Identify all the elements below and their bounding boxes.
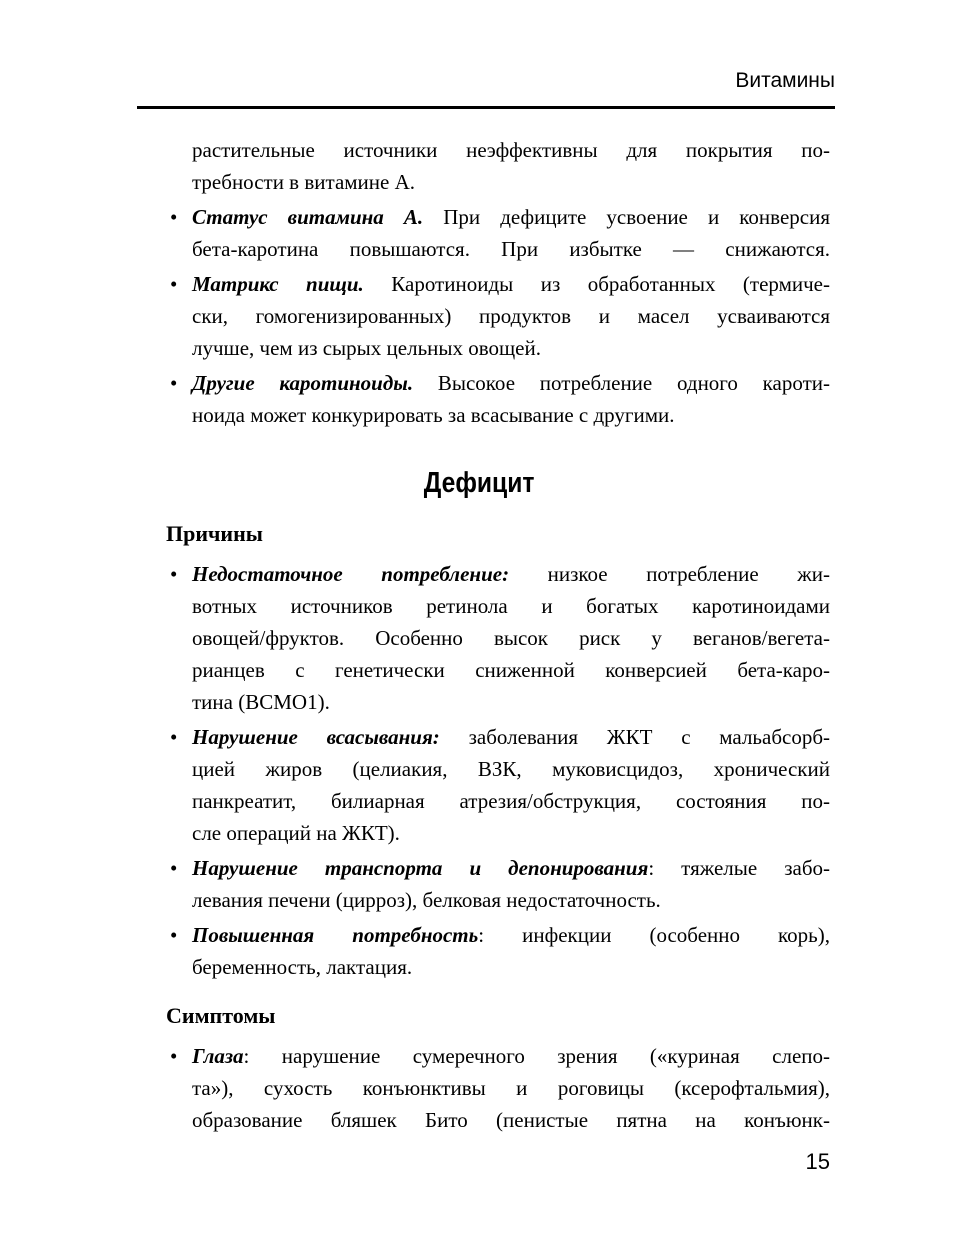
text-line: сле операций на ЖКТ).	[192, 821, 400, 845]
text-line: овощей/фруктов. Особенно высок риск у веганов/вегета-	[192, 626, 830, 650]
text-line: Матрикс пищи. Каротиноиды из обработанных (термиче-	[192, 272, 830, 296]
bullet-item	[166, 1040, 830, 1136]
bullet-lead: Другие каротиноиды.	[192, 371, 414, 395]
bullet-item	[166, 558, 830, 718]
text-line: лучше, чем из сырых цельных овощей.	[192, 336, 541, 360]
bullet-lead: Нарушение транспорта и депонирования	[192, 856, 649, 880]
running-header-title: Витамины	[735, 69, 835, 92]
text-line: панкреатит, билиарная атрезия/обструкция, состояния по-	[192, 789, 830, 813]
bullet-marker: •	[170, 725, 178, 749]
text-line: та»), сухость конъюнктивы и роговицы (ксерофтальмия),	[192, 1076, 830, 1100]
text-line: Статус витамина А. При дефиците усвоение и конверсия	[192, 205, 830, 229]
bullet-list	[166, 558, 830, 983]
bullet-lead: Матрикс пищи.	[192, 272, 364, 296]
text-line: тина (BCMO1).	[192, 690, 330, 714]
bullet-marker: •	[170, 1044, 178, 1068]
text-line: Повышенная потребность: инфекции (особенно корь),	[192, 923, 831, 947]
bullet-marker: •	[170, 205, 178, 229]
section-title-text: Дефицит	[423, 467, 535, 499]
page-content	[166, 134, 830, 1136]
text-line: Глаза: нарушение сумеречного зрения («куриная слепо-	[192, 1044, 830, 1068]
bullet-marker: •	[170, 923, 178, 947]
text-line: вотных источников ретинола и богатых каротиноидами	[192, 594, 830, 618]
text-line: бета-каротина повышаются. При избытке — снижаются.	[192, 237, 830, 261]
bullet-item	[166, 268, 830, 364]
text-line: ски, гомогенизированных) продуктов и масел усваиваются	[192, 304, 830, 328]
bullet-list	[166, 1040, 830, 1136]
bullet-lead: Недостаточное потребление:	[192, 562, 510, 586]
text-line: требности в витамине А.	[192, 170, 416, 194]
page-number: 15	[805, 1149, 830, 1174]
subsections	[166, 518, 830, 1136]
bullet-marker: •	[170, 272, 178, 296]
bullet-list-top	[166, 201, 830, 431]
bullet-lead: Повышенная потребность	[192, 923, 479, 947]
text-line: цией жиров (целиакия, ВЗК, муковисцидоз, хронический	[192, 757, 830, 781]
bullet-lead: Нарушение всасывания:	[192, 725, 440, 749]
text-line: Нарушение транспорта и депонирования: тяжелые забо-	[192, 856, 831, 880]
subsection-heading: Причины	[166, 521, 263, 546]
bullet-item	[166, 201, 830, 265]
bullet-item	[166, 367, 830, 431]
running-header	[137, 70, 835, 109]
bullet-marker: •	[170, 371, 178, 395]
text-line: ноида может конкурировать за всасывание с другими.	[192, 403, 675, 427]
text-line: образование бляшек Бито (пенистые пятна на конъюнк-	[192, 1108, 830, 1132]
section-title	[147, 465, 811, 501]
subsection-heading: Симптомы	[166, 1003, 276, 1028]
bullet-item	[166, 852, 830, 916]
bullet-marker: •	[170, 562, 178, 586]
bullet-item	[166, 919, 830, 983]
bullet-lead: Глаза	[192, 1044, 244, 1068]
text-line: рианцев с генетически сниженной конверсией бета-каро-	[192, 658, 830, 682]
text-line: Нарушение всасывания: заболевания ЖКТ с мальабсорб-	[192, 725, 830, 749]
bullet-lead: Статус витамина А.	[192, 205, 424, 229]
paragraph-continuation	[192, 134, 830, 198]
text-line: беременность, лактация.	[192, 955, 413, 979]
text-line: Другие каротиноиды. Высокое потребление одного кароти-	[192, 371, 830, 395]
bullet-item	[166, 721, 830, 849]
bullet-marker: •	[170, 856, 178, 880]
text-line: Недостаточное потребление: низкое потребление жи-	[192, 562, 830, 586]
text-line: растительные источники неэффективны для покрытия по-	[192, 138, 830, 162]
text-line: левания печени (цирроз), белковая недостаточность.	[192, 888, 661, 912]
